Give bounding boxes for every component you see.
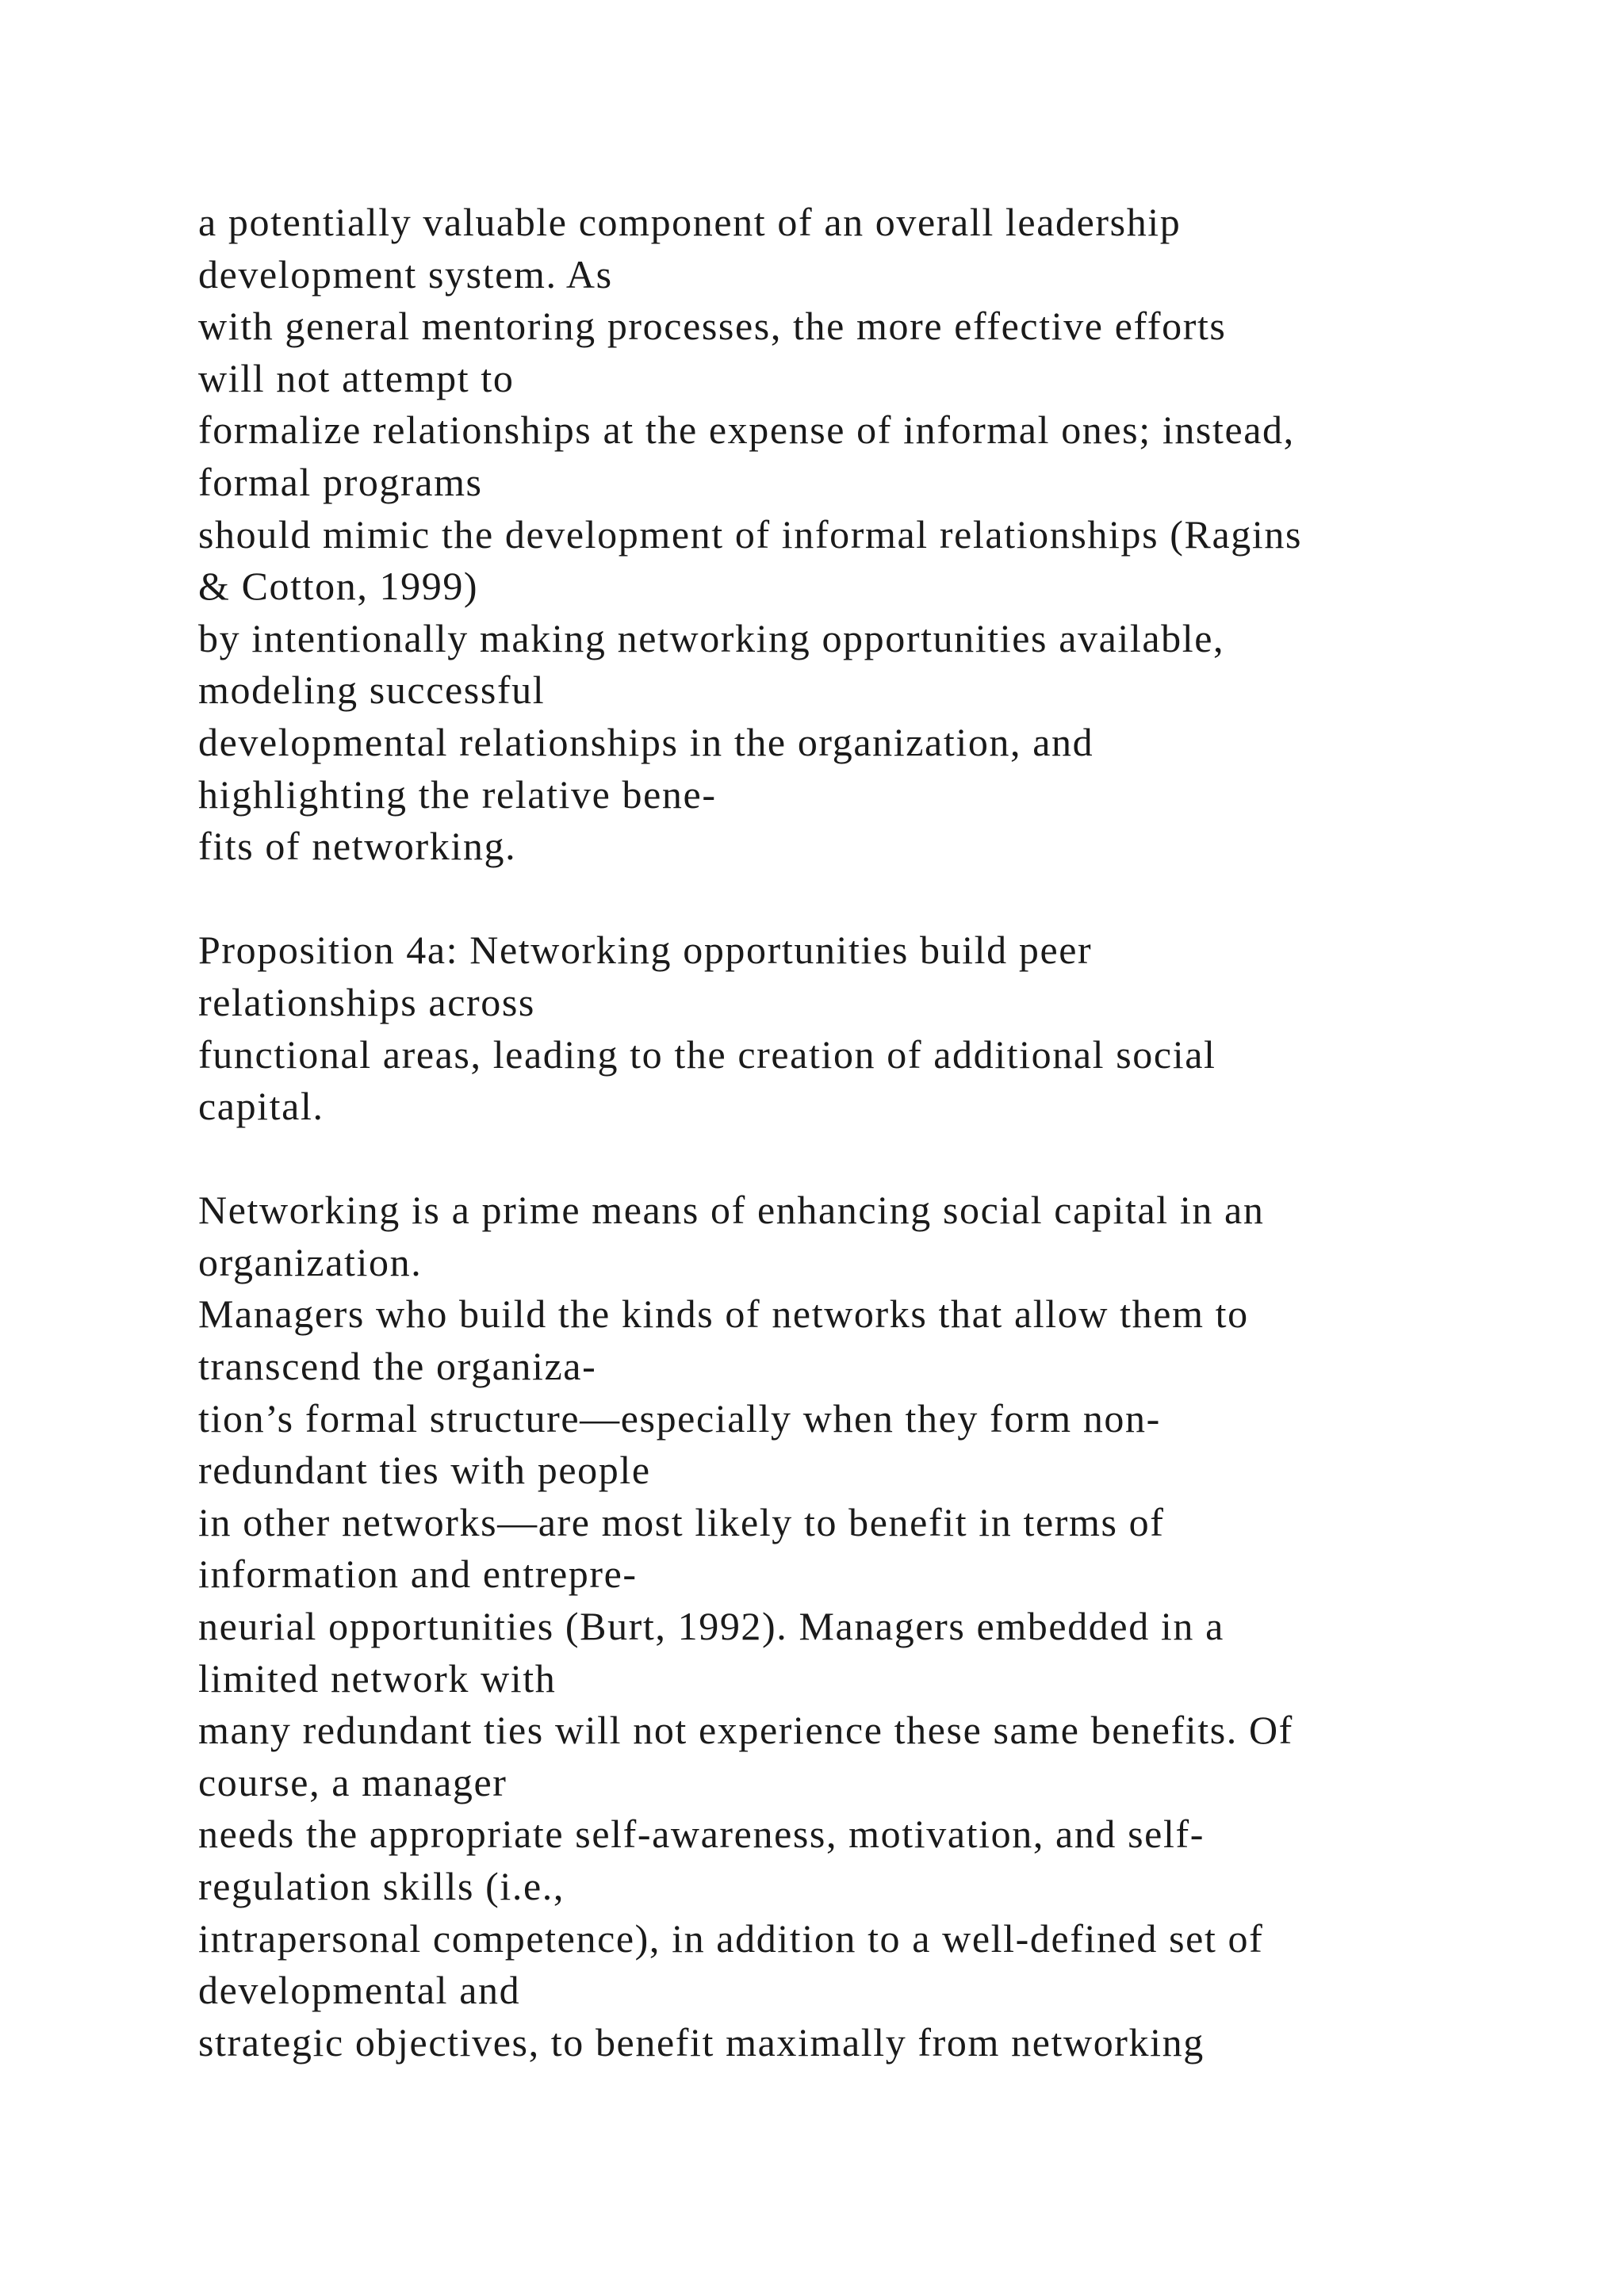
text-line: a potentially valuable component of an overall leadership xyxy=(198,200,1182,244)
text-line: developmental and xyxy=(198,1968,521,2013)
text-line: strategic objectives, to benefit maximally from networking xyxy=(198,2019,1205,2064)
text-line: fits of networking. xyxy=(198,824,517,869)
paragraph-gap xyxy=(198,873,1546,925)
text-line: relationships across xyxy=(198,979,535,1024)
paragraph-leadership-development xyxy=(198,197,1546,873)
text-line: highlighting the relative bene- xyxy=(198,771,717,817)
text-line: Proposition 4a: Networking opportunities build peer xyxy=(198,928,1093,973)
text-line: capital. xyxy=(198,1084,324,1129)
text-line: formal programs xyxy=(198,459,483,504)
text-line: with general mentoring processes, the more effective efforts xyxy=(198,304,1227,349)
text-line: information and entrepre- xyxy=(198,1552,638,1597)
text-line: neurial opportunities (Burt, 1992). Managers embedded in a xyxy=(198,1604,1224,1649)
text-line: course, a manager xyxy=(198,1759,508,1804)
text-line: redundant ties with people xyxy=(198,1448,651,1493)
text-line: will not attempt to xyxy=(198,355,515,400)
text-line: Managers who build the kinds of networks that allow them to xyxy=(198,1292,1249,1337)
paragraph-proposition-4a xyxy=(198,924,1546,1132)
text-line: Networking is a prime means of enhancing social capital in an xyxy=(198,1188,1265,1233)
text-line: development system. As xyxy=(198,251,613,297)
text-line: regulation skills (i.e., xyxy=(198,1864,565,1908)
text-line: transcend the organiza- xyxy=(198,1344,597,1389)
text-line: formalize relationships at the expense of informal ones; instead, xyxy=(198,408,1295,453)
text-line: developmental relationships in the organization, and xyxy=(198,719,1094,764)
text-line: by intentionally making networking opportunities available, xyxy=(198,615,1225,660)
paragraph-gap xyxy=(198,1133,1546,1185)
text-line: modeling successful xyxy=(198,668,546,713)
text-line: limited network with xyxy=(198,1655,557,1701)
text-line: tion’s formal structure—especially when they form non- xyxy=(198,1395,1161,1441)
text-line: functional areas, leading to the creation of additional social xyxy=(198,1031,1216,1077)
text-line: organization. xyxy=(198,1239,423,1284)
text-line: needs the appropriate self-awareness, motivation, and self- xyxy=(198,1812,1205,1857)
text-line: intrapersonal competence), in addition to a well-defined set of xyxy=(198,1915,1264,1961)
text-line: in other networks—are most likely to benefit in terms of xyxy=(198,1499,1165,1544)
text-line: & Cotton, 1999) xyxy=(198,564,479,609)
body-text xyxy=(198,197,1546,2068)
paragraph-networking xyxy=(198,1184,1546,2068)
text-line: should mimic the development of informal relationships (Ragins xyxy=(198,511,1303,557)
text-line: many redundant ties will not experience these same benefits. Of xyxy=(198,1708,1293,1753)
